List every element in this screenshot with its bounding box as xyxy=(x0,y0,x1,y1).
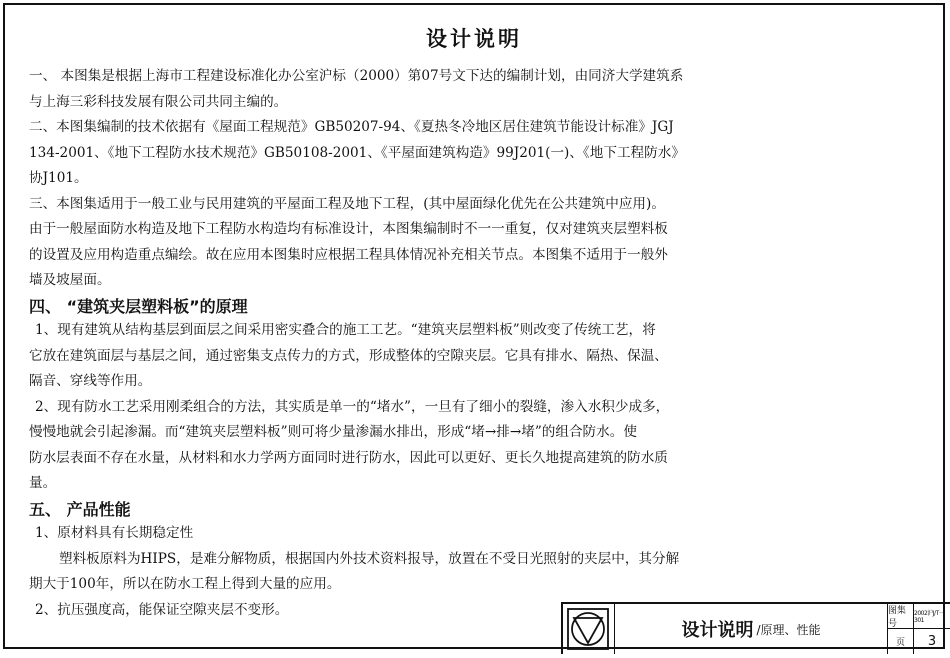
section-4-p1-line-2: 它放在建筑面层与基层之间，通过密集支点传力的方式，形成整体的空隙夹层。它具有排水、隔热、保温、 xyxy=(29,347,668,364)
section-5-item-1-text-line-1: 塑料板原料为HIPS，是难分解物质，根据国内外技术资料报导，放置在不受日光照射的夹层中，其分解 xyxy=(59,550,680,567)
section-4-p1-line-1: 1、现有建筑从结构基层到面层之间采用密实叠合的施工工艺。“建筑夹层塑料板”则改变了传统工艺，将 xyxy=(35,322,656,338)
section-2-line-2: 134-2001、《地下工程防水技术规范》GB50108-2001、《平屋面建筑构造》99J201(一)、《地下工程防水》 xyxy=(29,144,685,161)
page-label: 页 xyxy=(888,629,914,654)
section-5-item-2: 2、抗压强度高，能保证空隙夹层不变形。 xyxy=(35,601,289,618)
section-2-line-1: 二、本图集编制的技术依据有《屋面工程规范》GB50207-94、《夏热冬冷地区居住建筑节能设计标准》JGJ xyxy=(29,119,674,135)
page-title: 设计说明 xyxy=(426,26,522,51)
section-3-line-2: 由于一般屋面防水构造及地下工程防水构造均有标准设计，本图集编制时不一一重复，仅对建筑夹层塑料板 xyxy=(29,221,668,237)
section-1-line-2: 与上海三彩科技发展有限公司共同主编的。 xyxy=(29,93,288,110)
section-1-line-1: 一、 本图集是根据上海市工程建设标准化办公室沪标（2000）第07号文下达的编制计划，由同济大学建筑系 xyxy=(29,68,684,84)
inverted-triangle-in-circle-icon xyxy=(563,604,615,654)
page-number: 3 xyxy=(927,634,937,649)
section-5-heading: 五、 产品性能 xyxy=(29,499,131,519)
section-4-heading: 四、 “建筑夹层塑料板”的原理 xyxy=(29,296,248,316)
section-3-line-1: 三、本图集适用于一般工业与民用建筑的平屋面工程及地下工程，(其中屋面绿化优先在公共建筑中应用)。 xyxy=(29,195,665,212)
section-4-p2-line-1: 2、现有防水工艺采用刚柔组合的方法，其实质是单一的“堵水”，一旦有了细小的裂缝，渗入水积少成多， xyxy=(35,398,670,415)
section-4-p2-line-4: 量。 xyxy=(29,475,57,491)
title-block-title: 设计说明 xyxy=(681,620,754,641)
section-5-item-1-text-line-2: 期大于100年，所以在防水工程上得到大量的应用。 xyxy=(29,576,341,592)
atlas-number: 2002沪J/T－301 xyxy=(914,604,950,629)
section-3-line-3: 的设置及应用构造重点编绘。故在应用本图集时应根据工程具体情况补充相关节点。本图集不适用于一般外 xyxy=(29,246,668,263)
title-block xyxy=(561,602,950,654)
atlas-label: 图集号 xyxy=(888,604,914,629)
document-body xyxy=(29,65,929,624)
section-4-p2-line-3: 防水层表面不存在水量，从材料和水力学两方面同时进行防水，因此可以更好、更长久地提高建筑的防水质 xyxy=(29,449,668,466)
title-block-name xyxy=(615,604,888,654)
section-4-p1-line-3: 隔音、穿线等作用。 xyxy=(29,373,152,389)
drawing-sheet xyxy=(3,3,945,649)
title-block-subtitle: /原理、性能 xyxy=(756,622,821,637)
section-3-line-4: 墙及坡屋面。 xyxy=(29,272,111,288)
section-4-p2-line-2: 慢慢地就会引起渗漏。而“建筑夹层塑料板”则可将少量渗漏水排出，形成“堵→排→堵”的组合防水。使 xyxy=(29,424,637,440)
title-block-grid xyxy=(888,604,950,654)
section-2-line-3: 协J101。 xyxy=(29,170,88,186)
section-5-item-1: 1、原材料具有长期稳定性 xyxy=(35,525,194,541)
